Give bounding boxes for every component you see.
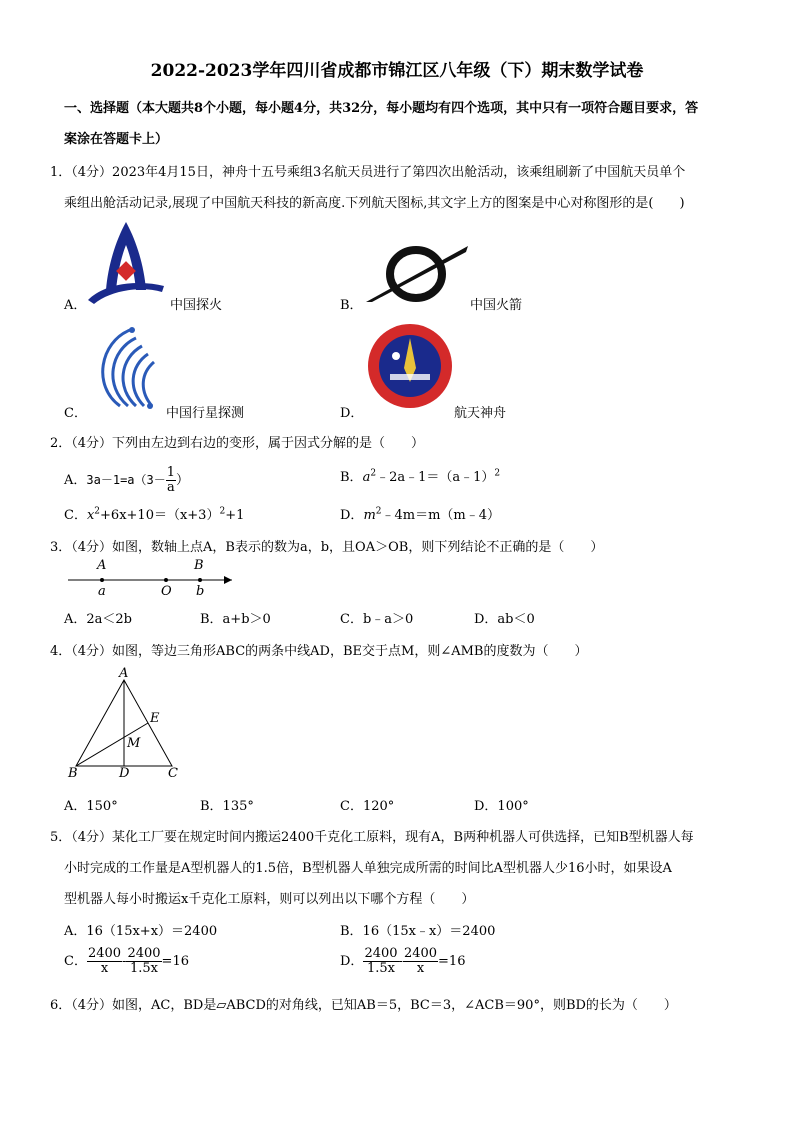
q5-option-c-operator: - bbox=[122, 954, 127, 969]
q2-option-c-letter: C． bbox=[64, 508, 87, 523]
q3-option-a: A．2a＜2b bbox=[64, 612, 133, 627]
q5-option-d-fraction2 bbox=[403, 947, 438, 976]
q2-option-b-base: a bbox=[362, 470, 371, 485]
q5-option-c-denominator2: 1.5x bbox=[129, 961, 158, 976]
q5-option-c-fraction1 bbox=[87, 947, 122, 976]
q2-stem: 2．（4分）下列由左边到右边的变形，属于因式分解的是（ ） bbox=[50, 436, 425, 451]
planetary-exploration-logo bbox=[90, 326, 166, 412]
q3-stem: 3．（4分）如图，数轴上点A，B表示的数为a，b，且OA＞OB，则下列结论不正确的是（ ） bbox=[50, 540, 604, 555]
q1-option-a-caption: 中国探火 bbox=[170, 298, 223, 313]
q2-option-a bbox=[64, 466, 189, 495]
page-title: 2022-2023学年四川省成都市锦江区八年级（下）期末数学试卷 bbox=[150, 61, 644, 81]
triangle-point-e-label: E bbox=[150, 711, 160, 726]
q5-option-c bbox=[64, 947, 189, 976]
q3-option-c: C．b﹣a＞0 bbox=[340, 612, 414, 627]
number-line-point-a-label: A bbox=[97, 558, 107, 573]
q5-option-d-equals: =16 bbox=[438, 954, 466, 969]
q3-option-d: D．ab＜0 bbox=[474, 612, 535, 627]
q5-option-c-letter: C． bbox=[64, 954, 87, 969]
q2-option-c-exp2: 2 bbox=[219, 506, 226, 517]
q2-option-c-exp1: 2 bbox=[94, 506, 101, 517]
section-heading-line1: 一、选择题（本大题共8个小题，每小题4分，共32分，每小题均有四个选项，其中只有一项符合题目要求，答 bbox=[64, 101, 699, 116]
q5-option-c-numerator1: 2400 bbox=[87, 946, 122, 961]
q2-option-b-exp2: 2 bbox=[494, 468, 501, 479]
q1-stem-line1: 1．（4分）2023年4月15日，神舟十五号乘组3名航天员进行了第四次出舱活动，该乘组刷新了中国航天员单个 bbox=[50, 165, 686, 180]
triangle-vertex-a-label: A bbox=[119, 666, 129, 681]
shenzhou-mission-patch-logo bbox=[366, 322, 454, 410]
q2-option-d-base: m bbox=[363, 508, 376, 523]
q5-option-d-numerator2: 2400 bbox=[403, 946, 438, 961]
q2-option-b-exp1: 2 bbox=[370, 468, 377, 479]
number-line-origin-label: O bbox=[161, 584, 172, 599]
q1-option-a-letter: A． bbox=[64, 298, 87, 313]
q5-option-d-fraction1 bbox=[363, 947, 398, 976]
q4-option-b: B．135° bbox=[200, 799, 254, 814]
triangle-point-d-label: D bbox=[119, 766, 130, 781]
q2-option-d-letter: D． bbox=[340, 508, 364, 523]
q1-option-c-letter: C． bbox=[64, 406, 87, 421]
number-line-figure bbox=[66, 558, 242, 600]
mars-exploration-logo bbox=[86, 220, 166, 304]
q4-stem: 4．（4分）如图，等边三角形ABC的两条中线AD，BE交于点M，则∠AMB的度数为（ ） bbox=[50, 644, 588, 659]
q6-stem: 6．（4分）如图，AC，BD是▱ABCD的对角线，已知AB＝5，BC＝3，∠ACB＝90°，则BD的长为（ ） bbox=[50, 998, 677, 1013]
q5-stem-line3: 型机器人每小时搬运x千克化工原料，则可以列出以下哪个方程（ ） bbox=[64, 892, 475, 907]
q2-option-a-rhs: ） bbox=[176, 473, 190, 488]
number-line-point-b-label: B bbox=[194, 558, 204, 573]
number-line-value-b: b bbox=[196, 584, 205, 599]
q5-stem-line2: 小时完成的工作量是A型机器人的1.5倍，B型机器人单独完成所需的时间比A型机器人少16小时，如果设A bbox=[64, 861, 672, 876]
q2-option-a-letter: A． bbox=[64, 473, 87, 488]
q2-option-c bbox=[64, 504, 244, 523]
q5-option-d-operator: - bbox=[398, 954, 403, 969]
q2-option-a-lhs: 3a－1=a（3－ bbox=[86, 473, 166, 487]
q1-option-b-letter: B． bbox=[340, 298, 363, 313]
q2-option-b-letter: B． bbox=[340, 470, 363, 485]
q2-option-a-fraction bbox=[166, 466, 176, 495]
q1-option-d-letter: D． bbox=[340, 406, 364, 421]
q5-option-c-equals: =16 bbox=[161, 954, 189, 969]
q1-stem-line2: 乘组出舱活动记录,展现了中国航天科技的新高度.下列航天图标,其文字上方的图案是中心对称图形的是( ) bbox=[64, 196, 685, 211]
q4-option-a: A．150° bbox=[64, 799, 118, 814]
q2-option-d-rest: ﹣4m＝m（m﹣4） bbox=[381, 508, 501, 523]
section-heading-line2: 案涂在答题卡上） bbox=[64, 132, 169, 147]
q1-option-b-caption: 中国火箭 bbox=[470, 298, 523, 313]
q2-option-b-rest: ﹣2a﹣1＝（a﹣1） bbox=[376, 470, 495, 485]
china-rocket-logo bbox=[366, 244, 470, 304]
q5-option-c-numerator2: 2400 bbox=[127, 946, 161, 961]
q2-option-a-numerator: 1 bbox=[166, 465, 176, 480]
q2-option-c-tail: +1 bbox=[225, 508, 245, 523]
q4-option-d: D．100° bbox=[474, 799, 529, 814]
q1-option-c-caption: 中国行星探测 bbox=[166, 406, 245, 421]
triangle-point-m-label: M bbox=[127, 736, 141, 751]
q5-option-d-denominator1: 1.5x bbox=[366, 961, 395, 976]
q5-option-b: B．16（15x﹣x）＝2400 bbox=[340, 924, 496, 939]
q2-option-d-exp1: 2 bbox=[375, 506, 382, 517]
q2-option-c-base: x bbox=[86, 508, 95, 523]
q2-option-b bbox=[340, 466, 500, 485]
q5-option-d-denominator2: x bbox=[416, 961, 425, 976]
q5-option-d-letter: D． bbox=[340, 954, 364, 969]
q5-option-d bbox=[340, 947, 465, 976]
q2-option-c-mid: +6x+10＝（x+3） bbox=[100, 508, 220, 523]
q2-option-a-denominator: a bbox=[167, 480, 175, 495]
number-line-value-a: a bbox=[98, 584, 106, 599]
q4-option-c: C．120° bbox=[340, 799, 395, 814]
triangle-vertex-b-label: B bbox=[68, 766, 78, 781]
q1-option-d-caption: 航天神舟 bbox=[454, 406, 507, 421]
q5-option-a: A．16（15x+x）＝2400 bbox=[64, 924, 218, 939]
q2-option-d bbox=[340, 504, 500, 523]
q5-option-c-denominator1: x bbox=[100, 961, 109, 976]
q3-option-b: B．a+b＞0 bbox=[200, 612, 271, 627]
triangle-vertex-c-label: C bbox=[168, 766, 178, 781]
q5-option-c-fraction2 bbox=[126, 947, 161, 976]
q5-option-d-numerator1: 2400 bbox=[364, 946, 398, 961]
q5-stem-line1: 5．（4分）某化工厂要在规定时间内搬运2400千克化工原料，现有A，B两种机器人可供选择，已知B型机器人每 bbox=[50, 830, 694, 845]
